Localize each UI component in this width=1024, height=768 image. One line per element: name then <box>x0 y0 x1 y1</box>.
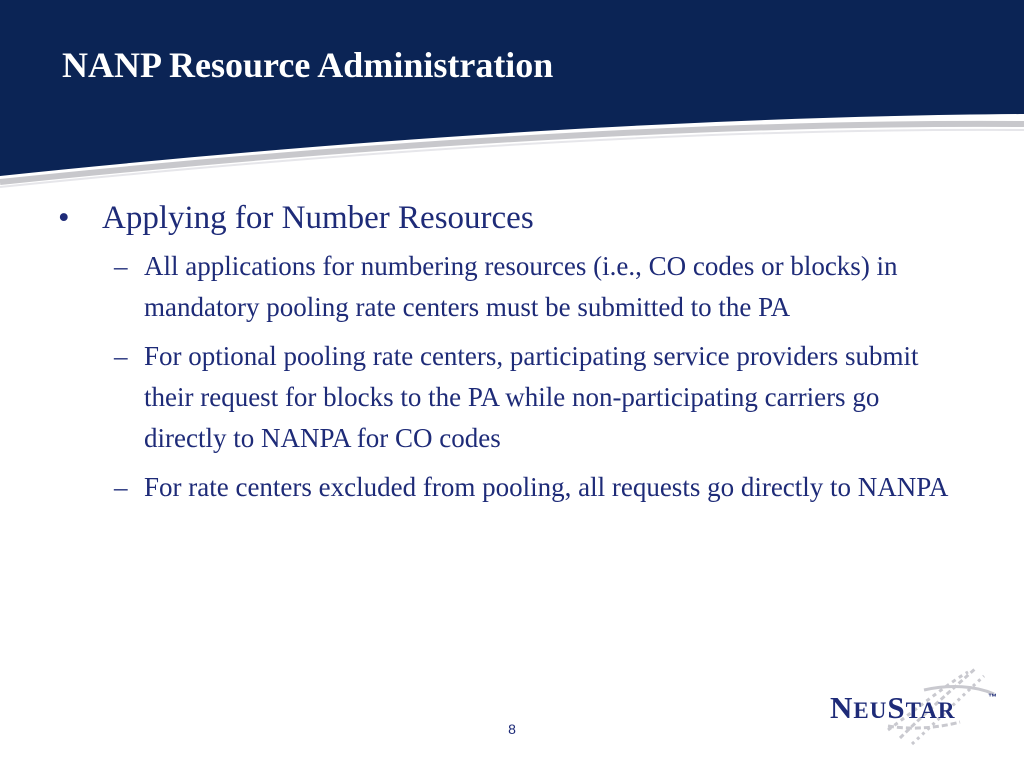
sub-bullet-text: All applications for numbering resources (i.e., CO codes or blocks) in mandatory pooling rate centers must be submitted to the PA <box>144 251 898 322</box>
logo-letter-s: S <box>887 690 906 725</box>
bullet-text: Applying for Number Resources <box>102 200 534 236</box>
logo-letter-n: N <box>830 690 854 725</box>
sub-bullet-item <box>56 467 976 508</box>
sub-bullet-list <box>56 246 976 508</box>
slide-title: NANP Resource Administration <box>62 45 554 85</box>
logo-wordmark <box>830 690 955 726</box>
logo-letters-tar: TAR <box>905 698 956 723</box>
bullet-marker: • <box>58 200 70 236</box>
header-background <box>0 0 1024 200</box>
sub-bullet-text: For optional pooling rate centers, participating service providers submit their request for blocks to the PA while non-participating carriers go directly to NANPA for CO codes <box>144 341 919 453</box>
sub-bullet-item <box>56 246 976 328</box>
sub-bullet-marker: – <box>114 472 128 502</box>
page-number: 8 <box>508 721 516 737</box>
logo-trademark: ™ <box>988 692 997 702</box>
header-navy-fill <box>0 0 1024 176</box>
bullet-item <box>56 196 976 240</box>
slide-content <box>56 196 976 516</box>
sub-bullet-marker: – <box>114 341 128 371</box>
sub-bullet-marker: – <box>114 251 128 281</box>
logo-letters-eu: EU <box>853 698 888 723</box>
header-banner <box>0 0 1024 200</box>
neustar-logo <box>828 664 1008 746</box>
sub-bullet-item <box>56 336 976 459</box>
sub-bullet-text: For rate centers excluded from pooling, all requests go directly to NANPA <box>144 472 949 502</box>
